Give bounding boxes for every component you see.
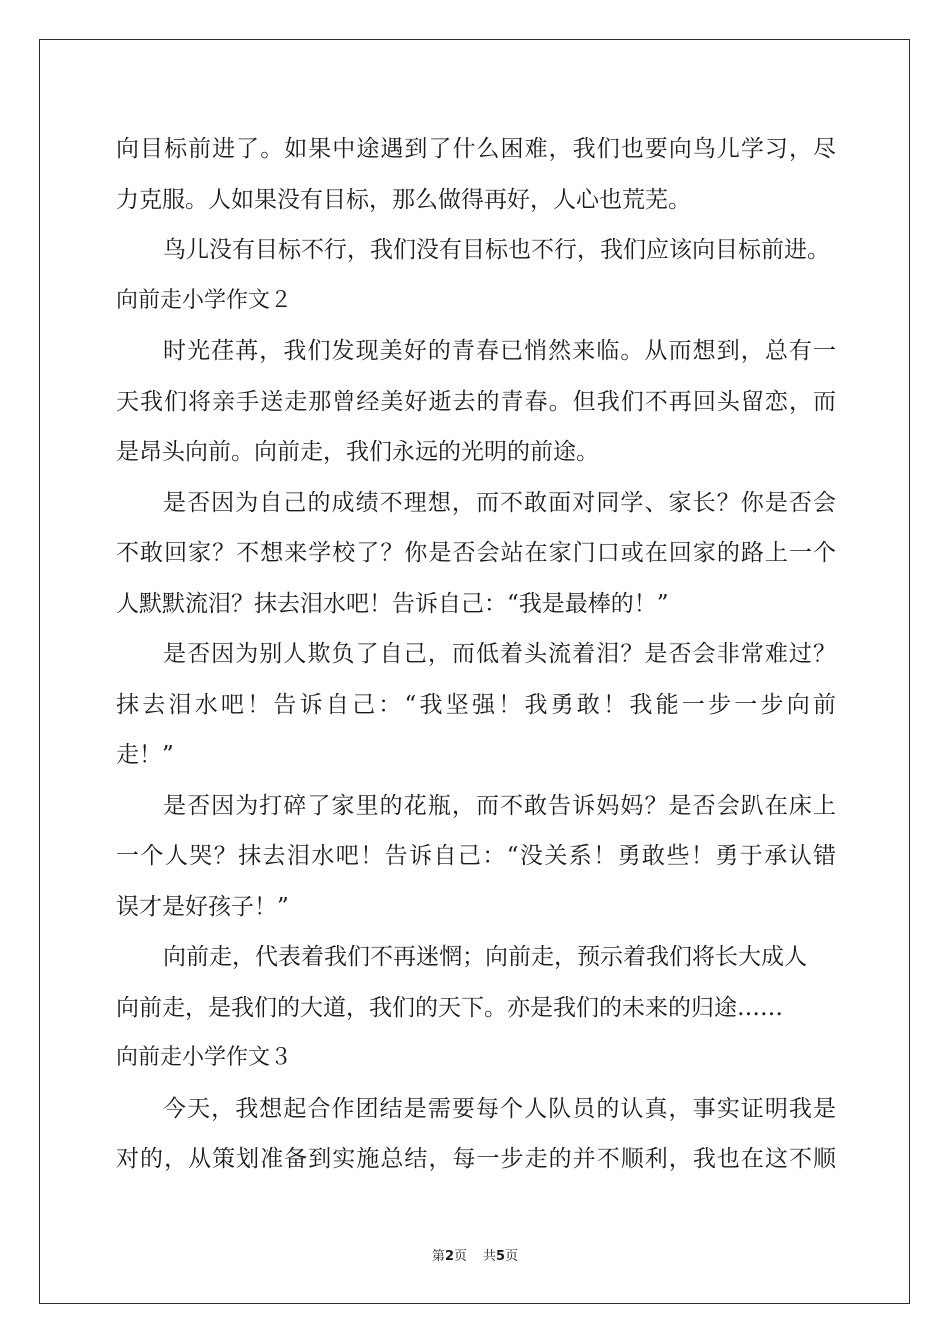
text-line: 对的，从策划准备到实施总结，每一步走的并不顺利，我也在这不顺 [116, 1146, 836, 1172]
text-line: 是昂头向前。向前走，我们永远的光明的前途。 [116, 439, 599, 465]
text-line: 是否因为别人欺负了自己，而低着头流着泪？是否会非常难过？ [163, 641, 836, 667]
text-line: 抹去泪水吧！告诉自己：“我坚强！我勇敢！我能一步一步向前 [116, 691, 836, 718]
text-line: 天我们将亲手送走那曾经美好逝去的青春。但我们不再回头留恋，而 [116, 388, 836, 415]
text-line: 力克服。人如果没有目标，那么做得再好，人心也荒芜。 [116, 186, 691, 213]
text-line: 向前走，是我们的大道，我们的天下。亦是我们的未来的归途…… [116, 994, 783, 1021]
text-line: 人默默流泪？抹去泪水吧！告诉自己：“我是最棒的！” [116, 590, 669, 617]
text-line: 是否因为自己的成绩不理想，而不敢面对同学、家长？你是否会 [163, 489, 836, 516]
text-line: 不敢回家？不想来学校了？你是否会站在家门口或在回家的路上一个 [116, 540, 836, 566]
text-line: 是否因为打碎了家里的花瓶，而不敢告诉妈妈？是否会趴在床上 [163, 792, 836, 819]
text-line: 鸟儿没有目标不行，我们没有目标也不行，我们应该向目标前进。 [163, 237, 830, 263]
page-prefix: 第 [431, 1249, 445, 1264]
total-prefix: 共 [483, 1249, 497, 1264]
text-line: 走！” [116, 742, 174, 768]
text-line: 向前走，代表着我们不再迷惘；向前走，预示着我们将长大成人 [163, 944, 807, 970]
text-line: 向目标前进了。如果中途遇到了什么困难，我们也要向鸟儿学习，尽 [116, 136, 836, 162]
section-heading: 向前走小学作文３ [116, 1045, 293, 1070]
text-line: 误才是好孩子！” [116, 893, 289, 920]
page-suffix: 页 [453, 1249, 467, 1264]
text-line: 一个人哭？抹去泪水吧！告诉自己：“没关系！勇敢些！勇于承认错 [116, 843, 836, 869]
text-line: 时光荏苒，我们发现美好的青春已悄然来临。从而想到，总有一 [163, 338, 836, 364]
text-line: 今天，我想起合作团结是需要每个人队员的认真，事实证明我是 [163, 1095, 836, 1122]
section-heading: 向前走小学作文２ [116, 287, 293, 313]
total-suffix: 页 [505, 1249, 519, 1264]
document-body [116, 124, 836, 1185]
page-footer [0, 1245, 950, 1264]
page-number: 2 [444, 1249, 454, 1264]
total-pages: 5 [496, 1249, 506, 1264]
